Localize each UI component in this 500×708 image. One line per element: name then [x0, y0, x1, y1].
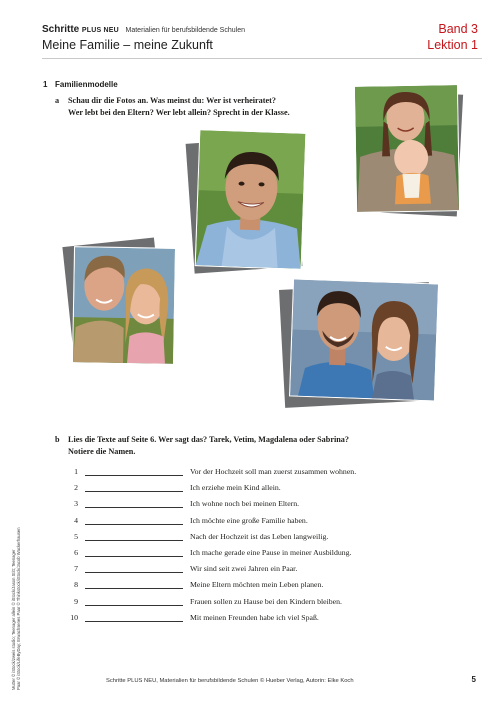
brand-subtitle: Materialien für berufsbildende Schulen [125, 27, 245, 34]
photo-adult-couple [290, 280, 438, 401]
header-divider [42, 58, 482, 59]
answer-line[interactable] [85, 491, 183, 492]
statement-row [60, 496, 460, 512]
brand-plus: PLUS NEU [81, 27, 119, 34]
answer-line[interactable] [85, 475, 183, 476]
section-number: 1 [43, 80, 48, 89]
task-a-line-2: Wer lebt bei den Eltern? Wer lebt allein? Sprecht in der Klasse. [68, 108, 290, 117]
page-number: 5 [471, 675, 476, 684]
answer-line[interactable] [85, 605, 183, 606]
statement-number: 4 [74, 515, 78, 525]
statement-number: 9 [74, 596, 78, 606]
statement-text: Frauen sollen zu Hause bei den Kindern bleiben. [190, 596, 342, 606]
mother-baby-image [355, 85, 459, 212]
page-topic: Meine Familie – meine Zukunft [42, 38, 213, 52]
answer-line[interactable] [85, 621, 183, 622]
answer-line[interactable] [85, 507, 183, 508]
photo-teen-couple [73, 247, 175, 364]
task-b [55, 434, 428, 458]
statement-row [60, 480, 460, 496]
task-a-letter: a [55, 96, 60, 105]
statement-number: 3 [74, 499, 78, 509]
photo-credits [11, 460, 21, 690]
statement-row [60, 594, 460, 610]
statement-text: Ich möchte eine große Familie haben. [190, 515, 308, 525]
statement-list [60, 464, 460, 626]
answer-line[interactable] [85, 540, 183, 541]
credits-line-1: Mutter © iStock/zweis studio; Teenager allein © iStock/Jason Stitt; Teenager [11, 549, 16, 690]
page-footer: Schritte PLUS NEU, Materialien für berufsbildende Schulen © Hueber Verlag, Autorin: Elke Koch [106, 678, 354, 684]
statement-number: 5 [74, 531, 78, 541]
brand-name: Schritte [42, 24, 80, 35]
statement-text: Meine Eltern möchten mein Leben planen. [190, 580, 324, 590]
statement-text: Mit meinen Freunden habe ich viel Spaß. [190, 612, 319, 622]
task-b-line-1: Lies die Texte auf Seite 6. Wer sagt das? Tarek, Vetim, Magdalena oder Sabrina? [68, 435, 349, 444]
statement-text: Ich mache gerade eine Pause in meiner Ausbildung. [190, 547, 352, 557]
statement-row [60, 464, 460, 480]
statement-number: 7 [74, 564, 78, 574]
statement-row [60, 577, 460, 593]
statement-number: 10 [70, 612, 78, 622]
statement-number: 1 [74, 467, 78, 476]
statement-text: Ich wohne noch bei meinen Eltern. [190, 499, 300, 509]
statement-row [60, 545, 460, 561]
photo-young-man [196, 130, 306, 269]
young-man-image [196, 130, 306, 269]
statement-text: Wir sind seit zwei Jahren ein Paar. [190, 564, 298, 574]
answer-line[interactable] [85, 572, 183, 573]
lektion-label: Lektion 1 [427, 38, 478, 52]
task-b-line-2: Notiere die Namen. [68, 447, 136, 456]
brand-line [42, 24, 245, 35]
band-label: Band 3 [438, 22, 478, 36]
statement-row [60, 529, 460, 545]
statement-row [60, 513, 460, 529]
adult-couple-image [290, 280, 438, 401]
section-title-text: Familienmodelle [55, 80, 118, 89]
statement-text: Nach der Hochzeit ist das Leben langweilig. [190, 531, 329, 541]
statement-number: 8 [74, 580, 78, 590]
task-b-letter: b [55, 435, 60, 444]
task-a-line-1: Schau dir die Fotos an. Was meinst du: Wer ist verheiratet? [68, 96, 276, 105]
answer-line[interactable] [85, 556, 183, 557]
statement-text: Ich erziehe mein Kind allein. [190, 483, 281, 493]
statement-row [60, 561, 460, 577]
section-title [43, 80, 118, 89]
page-header [42, 22, 480, 56]
statement-row [60, 610, 460, 626]
statement-number: 2 [74, 483, 78, 493]
statement-text: Vor der Hochzeit soll man zuerst zusammen wohnen. [190, 467, 357, 476]
answer-line[interactable] [85, 588, 183, 589]
credits-line-2: Paar © iStock/LifeByDay; Erwachsenes Paar © Thinkstock/iStock/Jacob Wackerhausen [16, 527, 22, 690]
answer-line[interactable] [85, 524, 183, 525]
statement-number: 6 [74, 547, 78, 557]
task-a [55, 95, 368, 119]
photo-mother-baby [355, 85, 459, 212]
teen-couple-image [73, 247, 175, 364]
